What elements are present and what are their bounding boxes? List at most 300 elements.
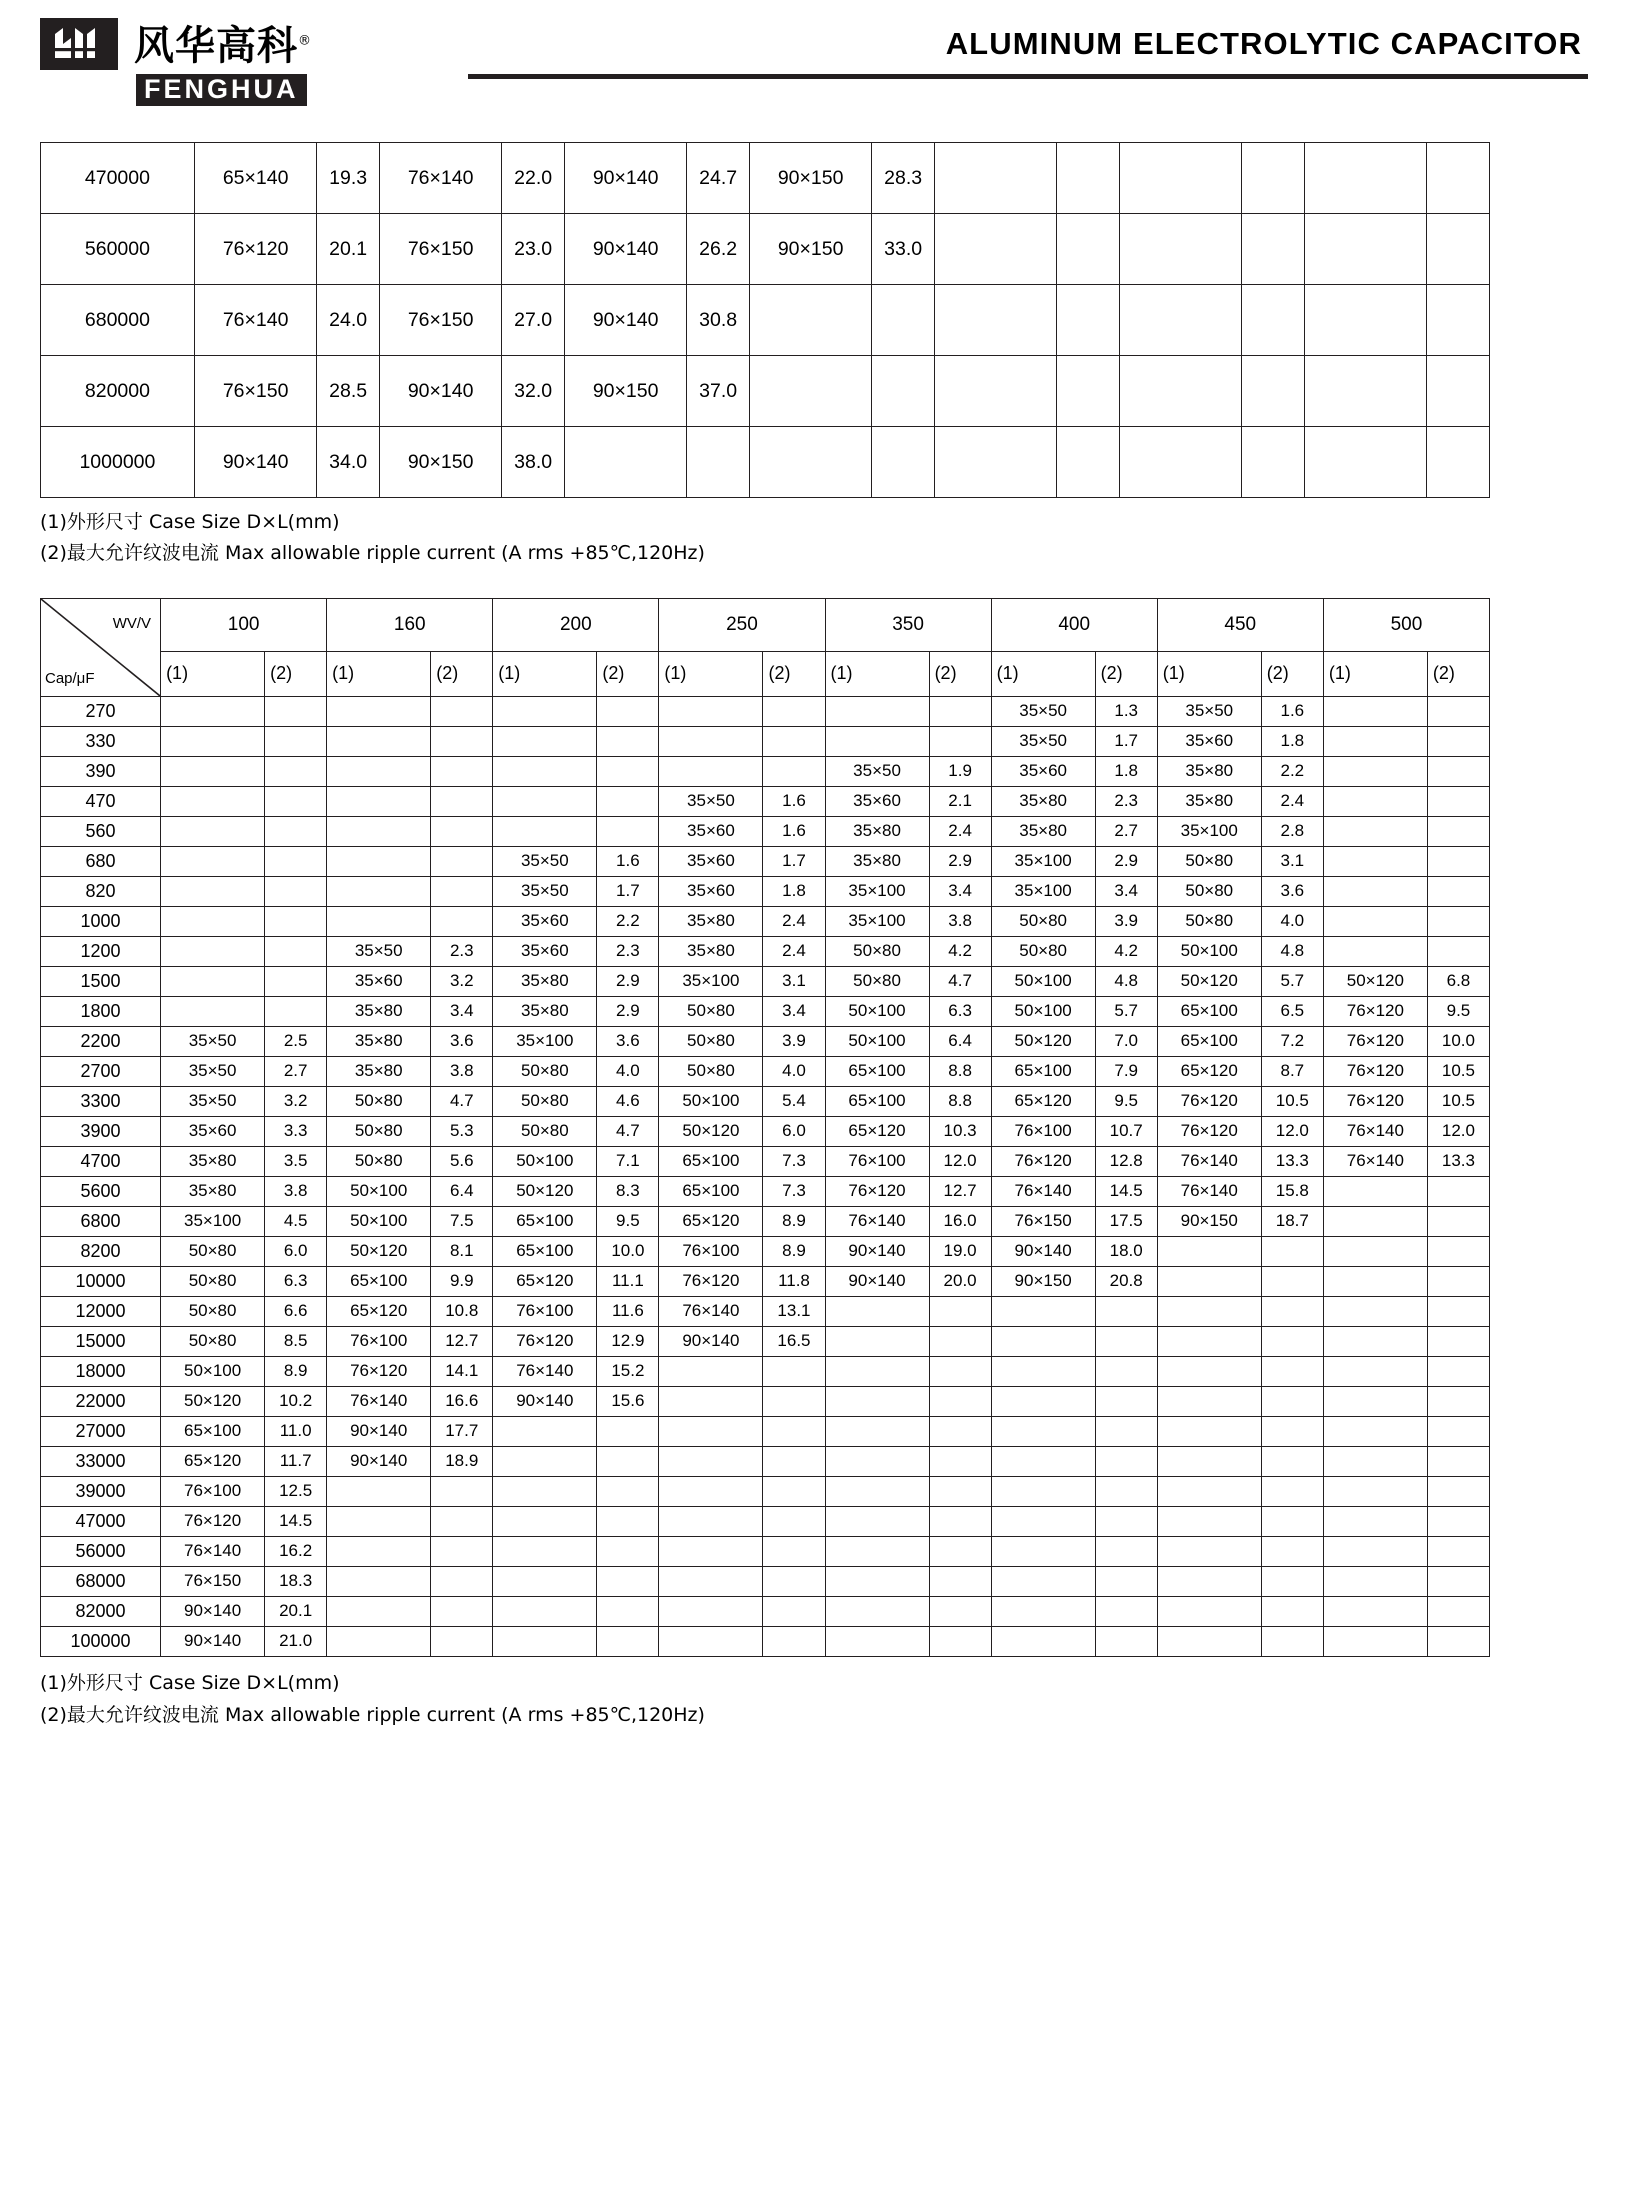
capacitance-value: 680 <box>41 846 161 876</box>
table-row <box>41 846 1490 876</box>
case-size-value: 90×150 <box>991 1266 1095 1296</box>
notes-top <box>40 507 1588 570</box>
case-size-value <box>991 1596 1095 1626</box>
case-size-value <box>1323 846 1427 876</box>
registered-mark: ® <box>298 33 312 49</box>
ripple-current-value: 3.4 <box>763 996 825 1026</box>
case-size-value <box>659 726 763 756</box>
ripple-current-value: 7.5 <box>431 1206 493 1236</box>
case-size-value: 65×140 <box>194 143 317 214</box>
ripple-current-value <box>431 876 493 906</box>
ripple-current-value: 13.1 <box>763 1296 825 1326</box>
case-size-value <box>991 1446 1095 1476</box>
capacitance-value: 4700 <box>41 1146 161 1176</box>
case-size-value <box>161 996 265 1026</box>
ripple-current-value: 1.7 <box>1095 726 1157 756</box>
ripple-current-value <box>431 756 493 786</box>
case-size-value: 35×60 <box>327 966 431 996</box>
case-size-value <box>1157 1596 1261 1626</box>
case-size-value: 76×120 <box>991 1146 1095 1176</box>
ripple-current-value: 6.4 <box>929 1026 991 1056</box>
ripple-current-value <box>1057 214 1119 285</box>
case-size-value <box>493 786 597 816</box>
case-size-value <box>161 846 265 876</box>
ripple-current-value: 3.6 <box>597 1026 659 1056</box>
ripple-current-value <box>1261 1626 1323 1656</box>
ripple-current-value <box>431 1476 493 1506</box>
case-size-value: 65×120 <box>161 1446 265 1476</box>
ripple-current-value <box>929 1596 991 1626</box>
case-size-value: 35×80 <box>327 996 431 1026</box>
capacitance-value: 330 <box>41 726 161 756</box>
ripple-current-value <box>929 1536 991 1566</box>
case-size-value <box>659 1446 763 1476</box>
table-row <box>41 1356 1490 1386</box>
ripple-current-value: 12.5 <box>265 1476 327 1506</box>
ripple-current-value <box>1261 1596 1323 1626</box>
ripple-current-value: 12.0 <box>1261 1116 1323 1146</box>
case-size-value: 76×120 <box>1157 1116 1261 1146</box>
ripple-current-value: 1.3 <box>1095 696 1157 726</box>
case-size-value: 35×80 <box>825 816 929 846</box>
case-size-value <box>1119 214 1242 285</box>
subheader-case-size: (1) <box>1157 651 1261 696</box>
ripple-current-value: 6.4 <box>431 1176 493 1206</box>
table-row <box>41 214 1490 285</box>
case-size-value <box>1323 906 1427 936</box>
case-size-value: 90×140 <box>327 1416 431 1446</box>
case-size-value: 76×140 <box>659 1296 763 1326</box>
case-size-value <box>749 356 872 427</box>
case-size-value <box>1119 356 1242 427</box>
subheader-ripple-current: (2) <box>265 651 327 696</box>
ripple-current-value: 20.8 <box>1095 1266 1157 1296</box>
capacitance-value: 1000 <box>41 906 161 936</box>
table-row <box>41 786 1490 816</box>
ripple-current-value: 1.7 <box>763 846 825 876</box>
ripple-current-value: 18.0 <box>1095 1236 1157 1266</box>
table-row <box>41 1596 1490 1626</box>
case-size-value: 35×50 <box>161 1026 265 1056</box>
case-size-value: 76×120 <box>161 1506 265 1536</box>
ripple-current-value: 8.3 <box>597 1176 659 1206</box>
ripple-current-value <box>1427 1626 1489 1656</box>
ripple-current-value: 13.3 <box>1261 1146 1323 1176</box>
case-size-value: 76×120 <box>1323 1086 1427 1116</box>
case-size-value: 50×100 <box>991 996 1095 1026</box>
case-size-value: 50×120 <box>161 1386 265 1416</box>
ripple-current-value <box>1427 1296 1489 1326</box>
ripple-current-value <box>1427 1266 1489 1296</box>
ripple-current-value <box>1427 1236 1489 1266</box>
ripple-current-value <box>929 1326 991 1356</box>
ripple-current-value: 3.9 <box>763 1026 825 1056</box>
case-size-value <box>493 696 597 726</box>
case-size-value <box>991 1566 1095 1596</box>
case-size-value <box>825 1536 929 1566</box>
table-header-row-subcolumns <box>41 651 1490 696</box>
case-size-value <box>1323 1476 1427 1506</box>
case-size-value: 35×100 <box>991 846 1095 876</box>
case-size-value <box>1323 1296 1427 1326</box>
title-divider <box>468 74 1588 79</box>
table-row <box>41 1086 1490 1116</box>
capacitance-value: 68000 <box>41 1566 161 1596</box>
ripple-current-value <box>1261 1326 1323 1356</box>
ripple-current-value: 3.1 <box>763 966 825 996</box>
ripple-current-value <box>597 1566 659 1596</box>
capacitance-value: 27000 <box>41 1416 161 1446</box>
ripple-current-value: 4.6 <box>597 1086 659 1116</box>
ripple-current-value <box>1427 936 1489 966</box>
ripple-current-value: 2.3 <box>1095 786 1157 816</box>
ripple-current-value <box>929 1476 991 1506</box>
case-size-value: 50×120 <box>991 1026 1095 1056</box>
ripple-current-value: 23.0 <box>502 214 564 285</box>
case-size-value: 35×50 <box>161 1056 265 1086</box>
capacitance-value: 5600 <box>41 1176 161 1206</box>
case-size-value <box>934 356 1057 427</box>
ripple-current-value <box>431 786 493 816</box>
ripple-current-value <box>763 1416 825 1446</box>
ripple-current-value <box>431 1596 493 1626</box>
case-size-value <box>493 1536 597 1566</box>
page-header <box>0 0 1628 106</box>
ripple-current-value: 16.2 <box>265 1536 327 1566</box>
case-size-value: 35×50 <box>1157 696 1261 726</box>
ripple-current-value: 33.0 <box>872 214 934 285</box>
case-size-value <box>1304 356 1427 427</box>
case-size-value <box>493 816 597 846</box>
voltage-column-header: 250 <box>659 598 825 651</box>
ripple-current-value <box>431 1536 493 1566</box>
case-size-value <box>1119 143 1242 214</box>
case-size-value <box>1323 786 1427 816</box>
case-size-value: 35×60 <box>659 876 763 906</box>
ripple-current-value: 7.2 <box>1261 1026 1323 1056</box>
case-size-value: 90×140 <box>379 356 502 427</box>
ripple-current-value: 12.0 <box>929 1146 991 1176</box>
ripple-current-value: 12.8 <box>1095 1146 1157 1176</box>
capacitance-value: 1200 <box>41 936 161 966</box>
case-size-value: 76×140 <box>493 1356 597 1386</box>
ripple-current-value <box>265 696 327 726</box>
capacitance-value: 8200 <box>41 1236 161 1266</box>
voltage-column-header: 160 <box>327 598 493 651</box>
ripple-current-value <box>929 1356 991 1386</box>
capacitance-value: 390 <box>41 756 161 786</box>
ripple-current-value <box>1095 1296 1157 1326</box>
case-size-value <box>1323 816 1427 846</box>
capacitance-value: 270 <box>41 696 161 726</box>
case-size-value <box>659 1476 763 1506</box>
ripple-current-value: 10.0 <box>1427 1026 1489 1056</box>
ripple-current-value: 4.2 <box>1095 936 1157 966</box>
capacitance-value: 1000000 <box>41 427 195 498</box>
case-size-value: 50×80 <box>1157 846 1261 876</box>
ripple-current-value: 24.0 <box>317 285 379 356</box>
ripple-current-value: 6.3 <box>929 996 991 1026</box>
ripple-current-value <box>1427 1476 1489 1506</box>
voltage-column-header: 100 <box>161 598 327 651</box>
table-row <box>41 1056 1490 1086</box>
ripple-current-value <box>431 1506 493 1536</box>
ripple-current-value: 8.9 <box>265 1356 327 1386</box>
case-size-value: 35×100 <box>825 906 929 936</box>
case-size-value: 76×120 <box>825 1176 929 1206</box>
ripple-current-value: 6.0 <box>763 1116 825 1146</box>
case-size-value: 90×150 <box>564 356 687 427</box>
case-size-value: 35×80 <box>1157 756 1261 786</box>
ripple-current-value <box>597 726 659 756</box>
case-size-value: 35×80 <box>327 1026 431 1056</box>
ripple-current-value <box>431 1566 493 1596</box>
case-size-value <box>1323 1536 1427 1566</box>
ripple-current-value: 4.0 <box>1261 906 1323 936</box>
ripple-current-value: 4.7 <box>597 1116 659 1146</box>
ripple-current-value: 28.3 <box>872 143 934 214</box>
table-header-row-voltage <box>41 598 1490 651</box>
case-size-value: 65×120 <box>493 1266 597 1296</box>
ripple-current-value: 11.7 <box>265 1446 327 1476</box>
ripple-current-value <box>265 756 327 786</box>
ripple-current-value: 19.0 <box>929 1236 991 1266</box>
ripple-current-value: 11.0 <box>265 1416 327 1446</box>
ripple-current-value: 7.0 <box>1095 1026 1157 1056</box>
case-size-value: 35×80 <box>825 846 929 876</box>
case-size-value: 50×80 <box>493 1116 597 1146</box>
capacitance-value: 82000 <box>41 1596 161 1626</box>
ripple-current-value <box>1261 1506 1323 1536</box>
ripple-current-value <box>597 1596 659 1626</box>
ripple-current-value <box>1261 1446 1323 1476</box>
ripple-current-value <box>763 756 825 786</box>
ripple-current-value <box>1242 356 1304 427</box>
note-case-size-top: (1)外形尺寸 Case Size D×L(mm) <box>40 511 340 533</box>
case-size-value <box>1304 214 1427 285</box>
ripple-current-value: 3.9 <box>1095 906 1157 936</box>
table-row <box>41 966 1490 996</box>
ripple-current-value <box>872 285 934 356</box>
ripple-current-value: 6.8 <box>1427 966 1489 996</box>
voltage-column-header: 200 <box>493 598 659 651</box>
ripple-current-value: 10.0 <box>597 1236 659 1266</box>
ripple-current-value <box>687 427 749 498</box>
case-size-value: 90×150 <box>1157 1206 1261 1236</box>
note-ripple-current-bottom: (2)最大允许纹波电流 Max allowable ripple current (A rms +85℃,120Hz) <box>40 1703 705 1726</box>
case-size-value: 65×100 <box>1157 1026 1261 1056</box>
ripple-current-value: 8.9 <box>763 1236 825 1266</box>
ripple-current-value <box>929 1506 991 1536</box>
ripple-current-value <box>1057 285 1119 356</box>
case-size-value <box>1323 1236 1427 1266</box>
ripple-current-value: 7.3 <box>763 1146 825 1176</box>
capacitance-value: 3300 <box>41 1086 161 1116</box>
ripple-current-value: 5.6 <box>431 1146 493 1176</box>
table-row <box>41 756 1490 786</box>
ripple-current-value: 2.4 <box>929 816 991 846</box>
case-size-value: 90×140 <box>161 1596 265 1626</box>
ripple-current-value: 2.1 <box>929 786 991 816</box>
ripple-current-value <box>597 1446 659 1476</box>
ripple-current-value: 3.8 <box>431 1056 493 1086</box>
ripple-current-value <box>1095 1626 1157 1656</box>
capacitance-value: 18000 <box>41 1356 161 1386</box>
ripple-current-value: 5.3 <box>431 1116 493 1146</box>
ripple-current-value <box>763 1536 825 1566</box>
case-size-value <box>1157 1506 1261 1536</box>
case-size-value <box>659 1566 763 1596</box>
capacitance-value: 100000 <box>41 1626 161 1656</box>
case-size-value: 65×120 <box>991 1086 1095 1116</box>
case-size-value <box>825 1596 929 1626</box>
case-size-value <box>1323 876 1427 906</box>
case-size-value <box>493 756 597 786</box>
case-size-value: 50×100 <box>991 966 1095 996</box>
ripple-current-value <box>1427 1536 1489 1566</box>
case-size-value <box>161 936 265 966</box>
ripple-current-value <box>597 1626 659 1656</box>
ripple-current-value: 6.5 <box>1261 996 1323 1026</box>
case-size-value <box>327 816 431 846</box>
case-size-value <box>1323 1416 1427 1446</box>
case-size-value: 65×100 <box>327 1266 431 1296</box>
ripple-current-value: 10.7 <box>1095 1116 1157 1146</box>
case-size-value: 90×140 <box>327 1446 431 1476</box>
case-size-value: 76×100 <box>161 1476 265 1506</box>
case-size-value <box>991 1386 1095 1416</box>
subheader-ripple-current: (2) <box>929 651 991 696</box>
case-size-value: 35×50 <box>825 756 929 786</box>
table-row <box>41 1176 1490 1206</box>
ripple-current-value <box>1427 696 1489 726</box>
case-size-value: 50×100 <box>493 1146 597 1176</box>
ripple-current-value <box>1427 1326 1489 1356</box>
case-size-value: 65×100 <box>659 1176 763 1206</box>
ripple-current-value <box>597 1506 659 1536</box>
ripple-current-value <box>1057 143 1119 214</box>
ripple-current-value: 1.7 <box>597 876 659 906</box>
table-row <box>41 1146 1490 1176</box>
ripple-current-value <box>1427 1506 1489 1536</box>
case-size-value: 35×80 <box>659 906 763 936</box>
ripple-current-value <box>431 1626 493 1656</box>
table-row <box>41 1266 1490 1296</box>
ripple-current-value: 8.1 <box>431 1236 493 1266</box>
table-row <box>41 936 1490 966</box>
capacitance-value: 1500 <box>41 966 161 996</box>
case-size-value <box>327 846 431 876</box>
ripple-current-value <box>1095 1536 1157 1566</box>
ripple-current-value: 7.1 <box>597 1146 659 1176</box>
case-size-value <box>327 1566 431 1596</box>
case-size-value: 65×100 <box>1157 996 1261 1026</box>
brand-name-latin: FENGHUA <box>136 74 307 106</box>
case-size-value <box>1323 1326 1427 1356</box>
capacitance-value: 10000 <box>41 1266 161 1296</box>
table-row <box>41 1626 1490 1656</box>
ripple-current-value: 10.5 <box>1427 1086 1489 1116</box>
ripple-current-value: 10.2 <box>265 1386 327 1416</box>
ripple-current-value <box>1427 356 1490 427</box>
case-size-value <box>991 1626 1095 1656</box>
ripple-current-value: 3.1 <box>1261 846 1323 876</box>
voltage-column-header: 500 <box>1323 598 1489 651</box>
case-size-value: 90×140 <box>659 1326 763 1356</box>
ripple-current-value: 16.5 <box>763 1326 825 1356</box>
table-row <box>41 1296 1490 1326</box>
ripple-current-value: 10.8 <box>431 1296 493 1326</box>
case-size-value <box>659 1356 763 1386</box>
case-size-value <box>825 696 929 726</box>
ripple-current-value: 3.4 <box>431 996 493 1026</box>
case-size-value: 35×80 <box>1157 786 1261 816</box>
ripple-current-value <box>265 726 327 756</box>
ripple-current-value <box>1242 214 1304 285</box>
ripple-current-value: 18.9 <box>431 1446 493 1476</box>
case-size-value <box>659 1416 763 1446</box>
ripple-current-value <box>1242 427 1304 498</box>
ripple-current-value: 2.7 <box>1095 816 1157 846</box>
case-size-value: 76×120 <box>1323 1056 1427 1086</box>
case-size-value: 50×120 <box>1323 966 1427 996</box>
case-size-value <box>1157 1476 1261 1506</box>
ripple-current-value: 9.5 <box>1095 1086 1157 1116</box>
ripple-current-value: 3.6 <box>431 1026 493 1056</box>
case-size-value: 35×80 <box>493 996 597 1026</box>
case-size-value <box>1323 936 1427 966</box>
ripple-current-value: 8.5 <box>265 1326 327 1356</box>
case-size-value: 50×80 <box>161 1296 265 1326</box>
case-size-value: 35×100 <box>659 966 763 996</box>
case-size-value <box>825 1506 929 1536</box>
case-size-value: 50×120 <box>327 1236 431 1266</box>
ripple-current-value: 8.7 <box>1261 1056 1323 1086</box>
case-size-value <box>991 1536 1095 1566</box>
table-row <box>41 427 1490 498</box>
capacitance-voltage-table <box>40 598 1490 1657</box>
case-size-value <box>1157 1236 1261 1266</box>
ripple-current-value: 16.6 <box>431 1386 493 1416</box>
case-size-value <box>825 1386 929 1416</box>
case-size-value <box>1304 427 1427 498</box>
ripple-current-value: 11.6 <box>597 1296 659 1326</box>
ripple-current-value <box>1242 143 1304 214</box>
case-size-value: 35×50 <box>991 726 1095 756</box>
ripple-current-value <box>265 966 327 996</box>
capacitance-value: 6800 <box>41 1206 161 1236</box>
ripple-current-value <box>929 1296 991 1326</box>
ripple-current-value: 2.2 <box>597 906 659 936</box>
case-size-value <box>161 756 265 786</box>
ripple-current-value <box>1427 1446 1489 1476</box>
ripple-current-value: 18.3 <box>265 1566 327 1596</box>
voltage-axis-label: WV/V <box>112 614 152 632</box>
case-size-value <box>1304 285 1427 356</box>
case-size-value <box>825 1416 929 1446</box>
ripple-current-value <box>872 427 934 498</box>
case-size-value: 76×100 <box>659 1236 763 1266</box>
case-size-value <box>327 1506 431 1536</box>
case-size-value: 35×80 <box>327 1056 431 1086</box>
case-size-value <box>327 906 431 936</box>
subheader-case-size: (1) <box>327 651 431 696</box>
ripple-current-value <box>929 726 991 756</box>
ripple-current-value: 6.0 <box>265 1236 327 1266</box>
table-row <box>41 1206 1490 1236</box>
ripple-current-value: 2.8 <box>1261 816 1323 846</box>
case-size-value: 50×80 <box>161 1326 265 1356</box>
